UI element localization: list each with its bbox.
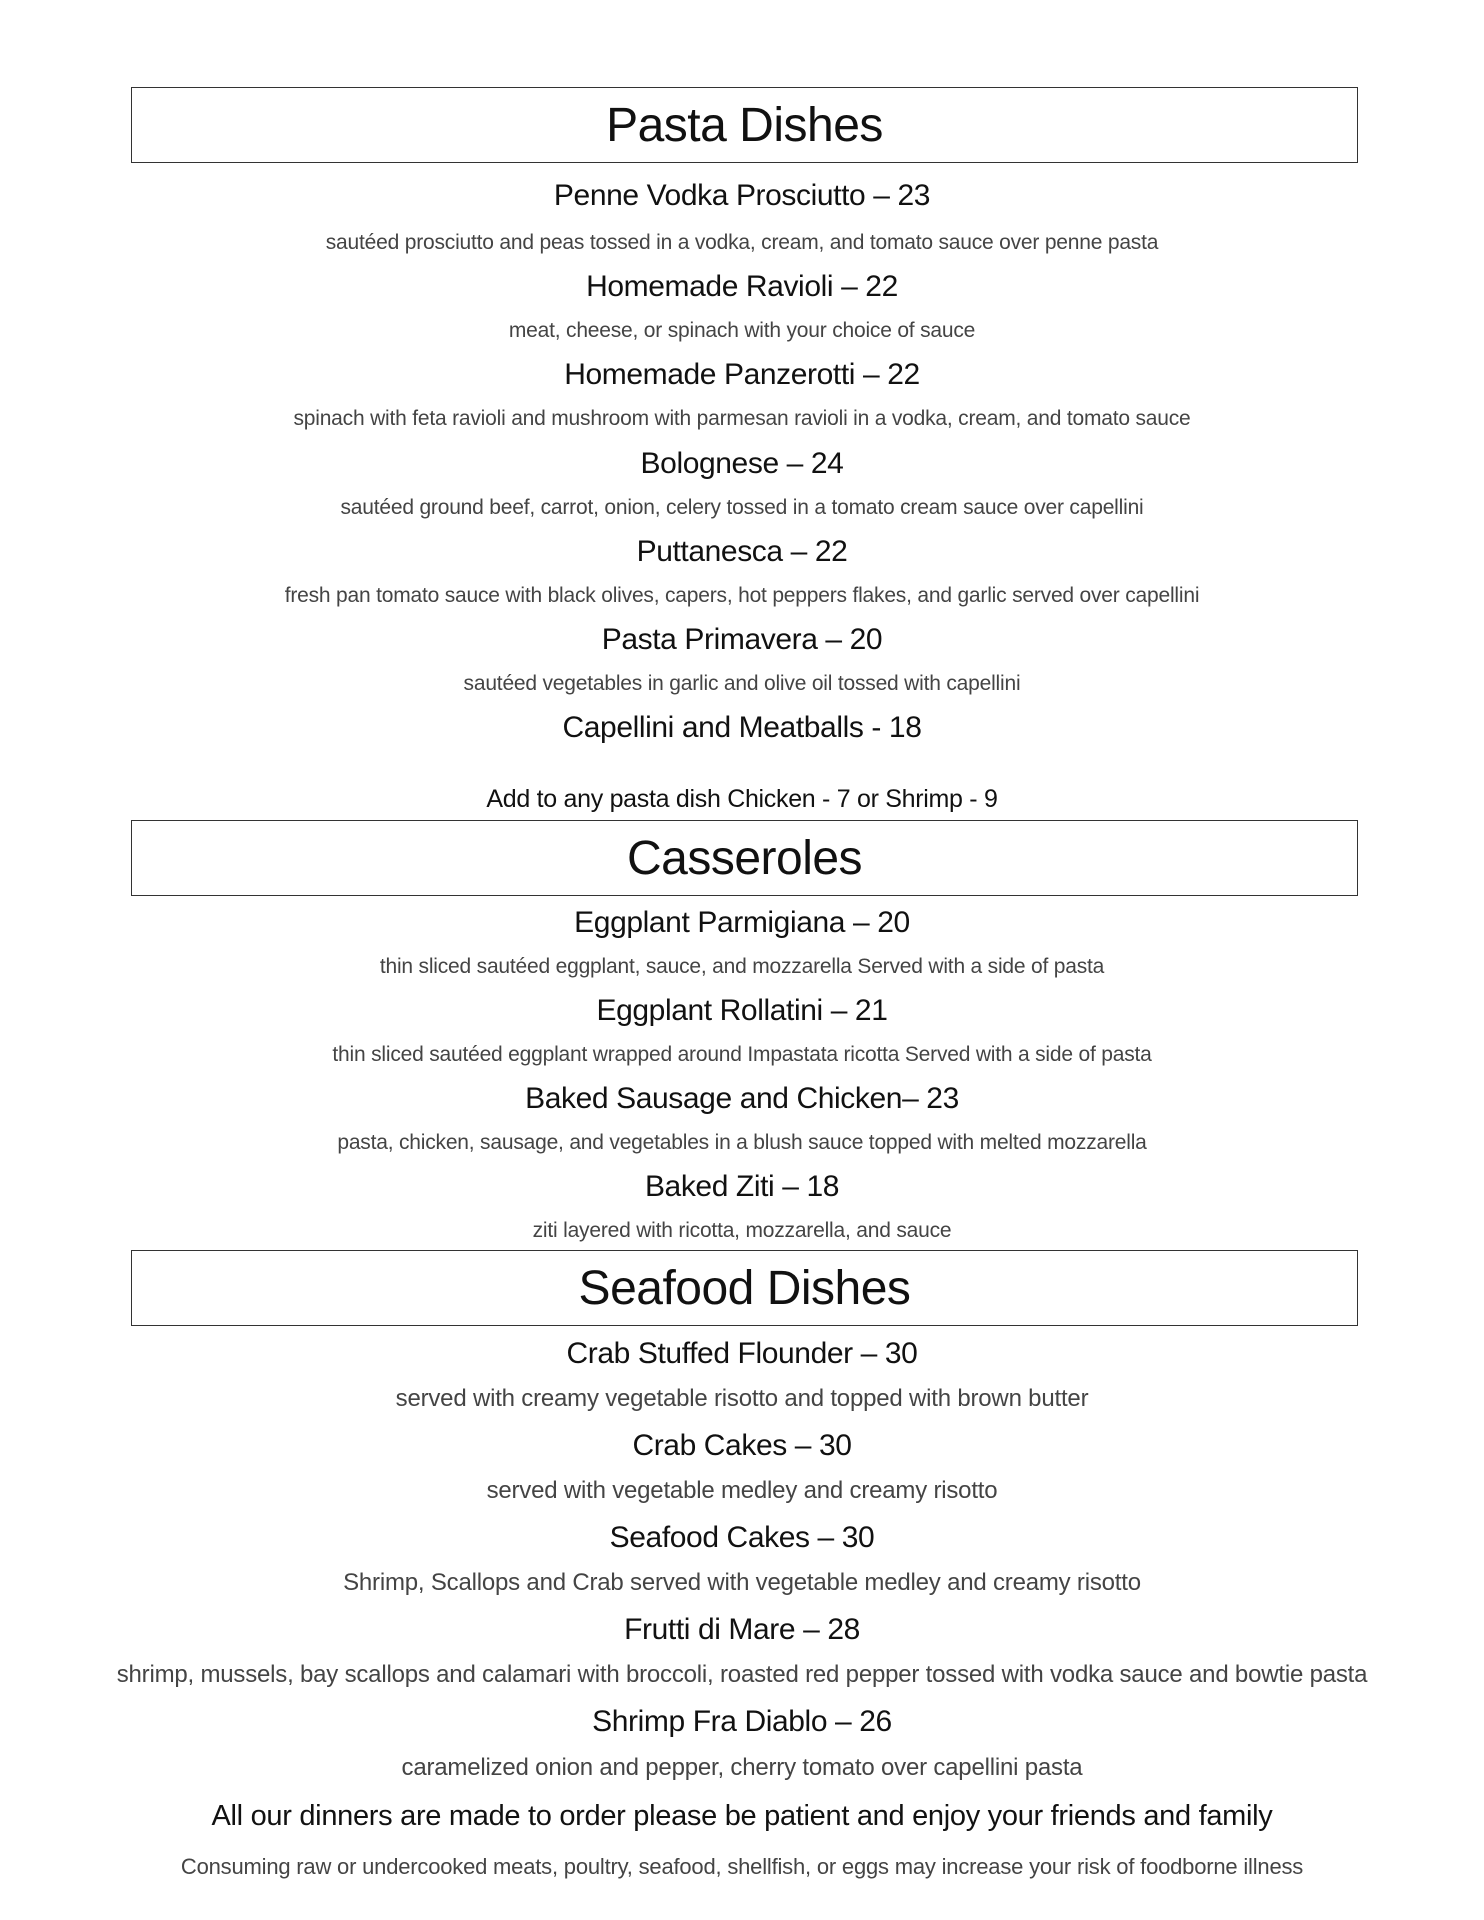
menu-item-description: thin sliced sautéed eggplant wrapped around Impastata ricotta Served with a side of pasta xyxy=(332,1043,1152,1066)
menu-item-name: Eggplant Parmigiana – 20 xyxy=(574,906,910,939)
menu-item-name: Shrimp Fra Diablo – 26 xyxy=(592,1705,892,1738)
menu-item-description: sautéed prosciutto and peas tossed in a vodka, cream, and tomato sauce over penne pasta xyxy=(325,231,1159,254)
menu-item-description: fresh pan tomato sauce with black olives, capers, hot peppers flakes, and garlic served over capellini xyxy=(284,584,1200,607)
casseroles-section-title: Casseroles xyxy=(626,831,863,885)
menu-item-name: Bolognese – 24 xyxy=(640,447,844,480)
pasta-section-title: Pasta Dishes xyxy=(606,98,883,152)
menu-item-name: Homemade Panzerotti – 22 xyxy=(564,358,920,391)
menu-item-name: Baked Ziti – 18 xyxy=(644,1170,840,1203)
menu-item-description: thin sliced sautéed eggplant, sauce, and mozzarella Served with a side of pasta xyxy=(379,955,1105,978)
menu-item-name: Seafood Cakes – 30 xyxy=(609,1521,875,1554)
menu-item-description: sautéed ground beef, carrot, onion, celery tossed in a tomato cream sauce over capellini xyxy=(340,496,1144,519)
menu-item-description: Shrimp, Scallops and Crab served with vegetable medley and creamy risotto xyxy=(343,1569,1141,1596)
casseroles-section-header xyxy=(131,820,1358,896)
menu-item-name: Pasta Primavera – 20 xyxy=(601,623,883,656)
menu-item-name: Eggplant Rollatini – 21 xyxy=(596,994,888,1027)
pasta-addon-note: Add to any pasta dish Chicken - 7 or Shrimp - 9 xyxy=(486,785,998,813)
menu-item-name: Capellini and Meatballs - 18 xyxy=(562,711,922,744)
pasta-section-header xyxy=(131,87,1358,163)
foodborne-illness-warning: Consuming raw or undercooked meats, poultry, seafood, shellfish, or eggs may increase your risk of foodborne illness xyxy=(180,1854,1304,1879)
seafood-section-title: Seafood Dishes xyxy=(578,1261,911,1315)
menu-item-description: pasta, chicken, sausage, and vegetables in a blush sauce topped with melted mozzarella xyxy=(337,1131,1147,1154)
menu-item-name: Baked Sausage and Chicken– 23 xyxy=(525,1082,959,1115)
menu-item-name: Penne Vodka Prosciutto – 23 xyxy=(553,179,931,212)
menu-item-description: meat, cheese, or spinach with your choice of sauce xyxy=(508,319,976,342)
dinner-note: All our dinners are made to order please be patient and enjoy your friends and family xyxy=(211,1800,1273,1832)
menu-item-description: served with creamy vegetable risotto and topped with brown butter xyxy=(395,1385,1089,1412)
menu-item-description: ziti layered with ricotta, mozzarella, and sauce xyxy=(532,1219,952,1242)
menu-item-name: Frutti di Mare – 28 xyxy=(624,1613,860,1646)
menu-item-description: spinach with feta ravioli and mushroom with parmesan ravioli in a vodka, cream, and tomato sauce xyxy=(293,407,1191,430)
menu-item-description: served with vegetable medley and creamy risotto xyxy=(486,1477,998,1504)
menu-item-description: caramelized onion and pepper, cherry tomato over capellini pasta xyxy=(401,1754,1083,1781)
menu-item-name: Crab Cakes – 30 xyxy=(632,1429,852,1462)
seafood-section-header xyxy=(131,1250,1358,1326)
menu-item-name: Homemade Ravioli – 22 xyxy=(586,270,898,303)
menu-item-name: Puttanesca – 22 xyxy=(636,535,848,568)
menu-item-name: Crab Stuffed Flounder – 30 xyxy=(566,1337,918,1370)
menu-item-description: shrimp, mussels, bay scallops and calamari with broccoli, roasted red pepper tossed with vodka sauce and bowtie pasta xyxy=(116,1661,1368,1688)
menu-item-description: sautéed vegetables in garlic and olive oil tossed with capellini xyxy=(463,672,1021,695)
